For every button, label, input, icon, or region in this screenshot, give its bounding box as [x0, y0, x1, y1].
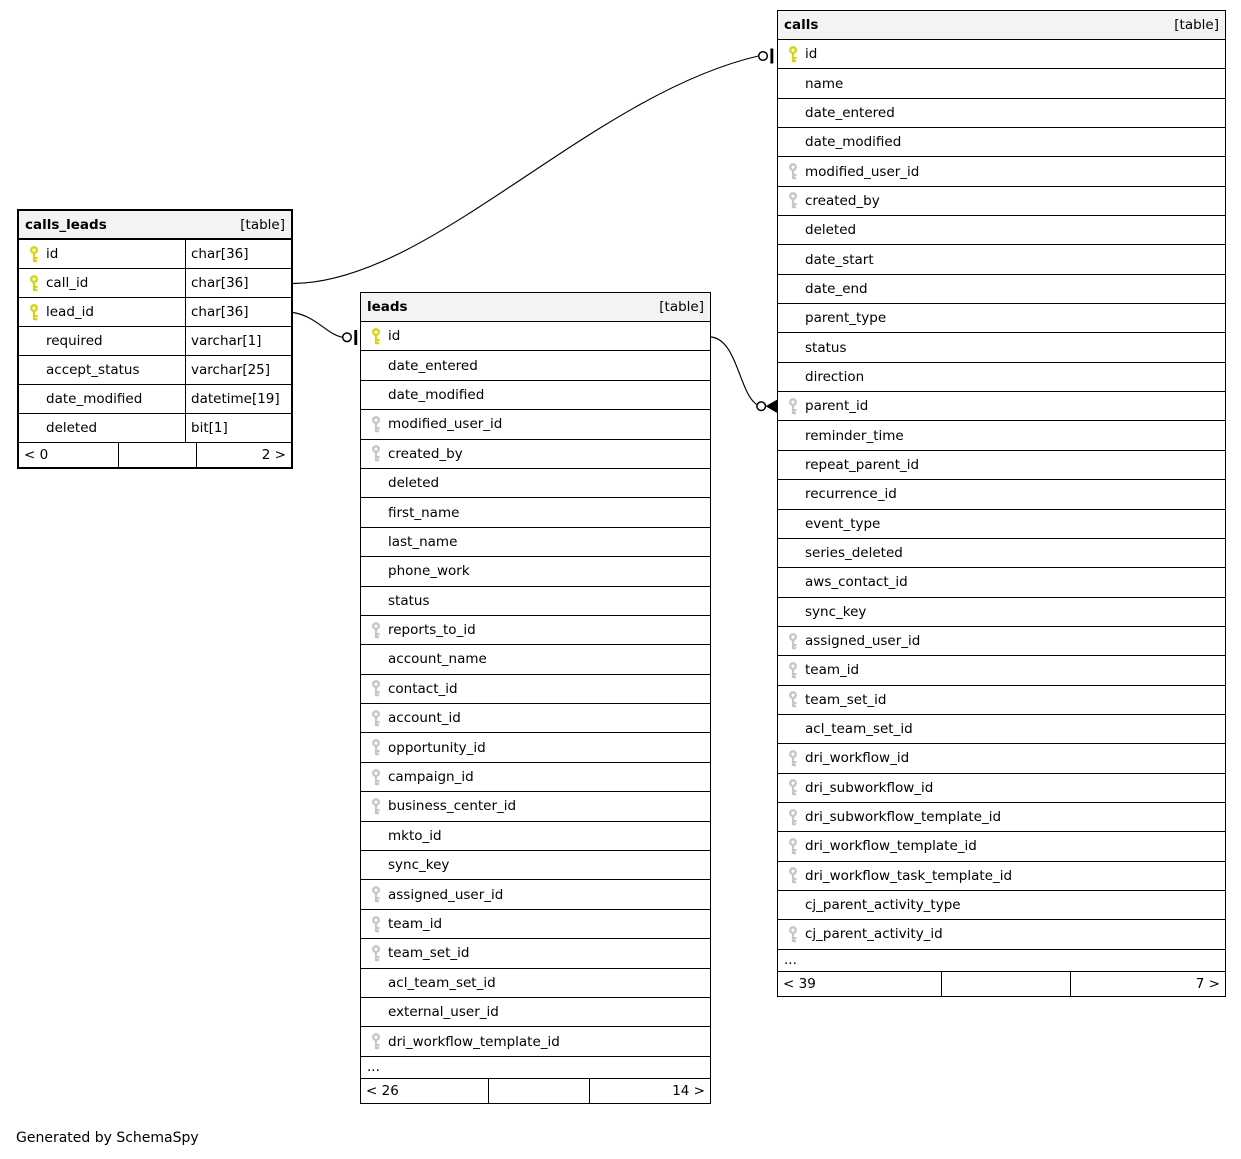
- foreign-key-icon: [361, 680, 382, 697]
- table-leads[interactable]: [360, 292, 711, 1104]
- column-row-dri_subworkflow_template_id: [778, 803, 1225, 832]
- foreign-key-icon: [361, 622, 382, 639]
- truncated-columns-ellipsis: ...: [778, 950, 1225, 972]
- column-name: reports_to_id: [388, 622, 476, 639]
- foreign-key-icon: [778, 838, 799, 855]
- foreign-key-icon: [778, 867, 799, 884]
- primary-key-icon: [19, 304, 40, 321]
- column-name: first_name: [388, 504, 460, 521]
- column-name: date_modified: [805, 134, 902, 151]
- column-row-deleted: [361, 469, 710, 498]
- column-type: char[36]: [185, 240, 291, 268]
- column-rows: [778, 40, 1225, 950]
- primary-key-icon: [19, 275, 40, 292]
- column-name: date_entered: [805, 104, 895, 121]
- primary-key-icon: [778, 46, 799, 63]
- column-name: aws_contact_id: [805, 574, 908, 591]
- foreign-key-icon: [361, 886, 382, 903]
- column-name: dri_workflow_task_template_id: [805, 867, 1013, 884]
- column-row-reports_to_id: [361, 616, 710, 645]
- column-row-date_modified: [778, 128, 1225, 157]
- column-row-status: [778, 333, 1225, 362]
- column-row-date_end: [778, 275, 1225, 304]
- foreign-key-icon: [361, 945, 382, 962]
- column-rows: [361, 322, 710, 1057]
- column-name: series_deleted: [805, 545, 903, 562]
- foreign-key-icon: [778, 398, 799, 415]
- column-name: deleted: [388, 475, 440, 492]
- column-row-name: [778, 69, 1225, 98]
- footer-middle-cell: [488, 1079, 589, 1103]
- column-name: accept_status: [46, 362, 140, 378]
- column-name: sync_key: [805, 603, 867, 620]
- column-row-event_type: [778, 510, 1225, 539]
- column-name: dri_subworkflow_id: [805, 779, 934, 796]
- table-footer: [361, 1079, 710, 1103]
- column-row-cj_parent_activity_type: [778, 891, 1225, 920]
- column-name: reminder_time: [805, 427, 904, 444]
- column-name: parent_type: [805, 310, 887, 327]
- column-name: deleted: [805, 222, 857, 239]
- one-cardinality-tee-icon: [354, 330, 357, 345]
- footer-middle-cell: [941, 972, 1071, 996]
- foreign-key-icon: [778, 926, 799, 943]
- column-name: modified_user_id: [388, 416, 503, 433]
- table-footer: [778, 972, 1225, 996]
- footer-child-count: 2 >: [261, 447, 286, 463]
- foreign-key-icon: [361, 769, 382, 786]
- column-row-dri_workflow_template_id: [361, 1027, 710, 1056]
- column-row-created_by: [778, 187, 1225, 216]
- column-type: varchar[25]: [185, 356, 291, 384]
- primary-key-icon: [19, 246, 40, 263]
- column-name: call_id: [46, 275, 89, 291]
- column-name: account_id: [388, 710, 461, 727]
- column-row-phone_work: [361, 557, 710, 586]
- column-row-id: [19, 240, 291, 269]
- column-name: id: [805, 46, 818, 63]
- column-name: id: [388, 328, 401, 345]
- column-name: cj_parent_activity_id: [805, 926, 943, 943]
- foreign-key-icon: [778, 779, 799, 796]
- column-row-sync_key: [361, 851, 710, 880]
- column-row-created_by: [361, 440, 710, 469]
- column-name: assigned_user_id: [805, 633, 921, 650]
- column-row-date_entered: [361, 351, 710, 380]
- relation-arrowhead-icon: [766, 400, 777, 412]
- column-row-dri_workflow_task_template_id: [778, 862, 1225, 891]
- column-row-repeat_parent_id: [778, 451, 1225, 480]
- foreign-key-icon: [361, 739, 382, 756]
- generated-by-note: Generated by SchemaSpy: [16, 1130, 199, 1146]
- column-row-external_user_id: [361, 998, 710, 1027]
- table-header-leads[interactable]: [361, 293, 710, 322]
- table-name: leads: [367, 299, 408, 315]
- column-row-acl_team_set_id: [361, 969, 710, 998]
- relation-curve: [293, 56, 758, 284]
- column-name: dri_workflow_template_id: [805, 838, 977, 855]
- column-name: dri_workflow_id: [805, 750, 910, 767]
- foreign-key-icon: [778, 691, 799, 708]
- column-row-acl_team_set_id: [778, 715, 1225, 744]
- column-row-date_modified: [361, 381, 710, 410]
- footer-child-count: 7 >: [1195, 975, 1220, 992]
- foreign-key-icon: [778, 633, 799, 650]
- relation-curve: [293, 313, 342, 338]
- column-name: id: [46, 246, 59, 262]
- column-name: required: [46, 333, 103, 349]
- truncated-columns-ellipsis: ...: [361, 1057, 710, 1079]
- table-type-tag: [table]: [240, 216, 285, 233]
- relation-curve: [711, 337, 756, 404]
- column-type: varchar[1]: [185, 327, 291, 355]
- column-row-business_center_id: [361, 792, 710, 821]
- foreign-key-icon: [361, 798, 382, 815]
- column-name: cj_parent_activity_type: [805, 897, 961, 914]
- table-header-calls[interactable]: [778, 11, 1225, 40]
- column-type: char[36]: [185, 269, 291, 297]
- foreign-key-icon: [778, 192, 799, 209]
- column-row-reminder_time: [778, 421, 1225, 450]
- column-row-date_modified: [19, 385, 291, 414]
- column-row-account_name: [361, 645, 710, 674]
- column-row-mkto_id: [361, 822, 710, 851]
- column-name: modified_user_id: [805, 163, 920, 180]
- table-header-calls_leads[interactable]: [19, 211, 291, 240]
- column-name: team_id: [388, 916, 443, 932]
- column-name: event_type: [805, 515, 881, 532]
- column-name: team_set_id: [805, 691, 887, 708]
- column-name: external_user_id: [388, 1004, 499, 1021]
- column-row-assigned_user_id: [778, 627, 1225, 656]
- relation-calls_leads-lead_id-to-leads-id: [293, 313, 357, 346]
- table-name: calls_leads: [25, 216, 107, 233]
- column-rows: [19, 240, 291, 443]
- table-type-tag: [table]: [659, 299, 704, 315]
- column-name: phone_work: [388, 563, 470, 580]
- column-name: opportunity_id: [388, 739, 486, 756]
- column-type: bit[1]: [185, 414, 291, 442]
- one-cardinality-tee-icon: [770, 49, 773, 64]
- column-row-lead_id: [19, 298, 291, 327]
- column-name: created_by: [388, 445, 463, 462]
- column-row-deleted: [19, 414, 291, 443]
- column-name: campaign_id: [388, 769, 474, 786]
- column-type: char[36]: [185, 298, 291, 326]
- column-name: dri_subworkflow_template_id: [805, 809, 1002, 826]
- table-calls_leads[interactable]: [17, 209, 293, 469]
- column-row-sync_key: [778, 598, 1225, 627]
- relation-calls_leads-call_id-to-calls-id: [293, 49, 773, 284]
- foreign-key-icon: [361, 916, 382, 933]
- foreign-key-icon: [778, 750, 799, 767]
- column-name: date_end: [805, 280, 868, 297]
- footer-parent-count: < 26: [366, 1082, 399, 1099]
- table-name: calls: [784, 17, 819, 33]
- column-name: status: [805, 339, 847, 356]
- table-calls[interactable]: [777, 10, 1226, 997]
- column-type: datetime[19]: [185, 385, 291, 413]
- column-row-id: [778, 40, 1225, 69]
- column-row-direction: [778, 363, 1225, 392]
- column-row-last_name: [361, 528, 710, 557]
- column-name: business_center_id: [388, 798, 517, 815]
- column-name: acl_team_set_id: [388, 974, 496, 991]
- foreign-key-icon: [361, 416, 382, 433]
- column-name: acl_team_set_id: [805, 721, 913, 738]
- column-row-contact_id: [361, 675, 710, 704]
- column-name: date_start: [805, 251, 874, 268]
- column-row-dri_workflow_template_id: [778, 832, 1225, 861]
- column-name: date_entered: [388, 357, 478, 374]
- column-row-date_start: [778, 245, 1225, 274]
- column-name: dri_workflow_template_id: [388, 1033, 560, 1050]
- column-row-dri_workflow_id: [778, 744, 1225, 773]
- column-name: deleted: [46, 420, 98, 436]
- column-row-required: [19, 327, 291, 356]
- column-name: contact_id: [388, 680, 458, 697]
- column-row-series_deleted: [778, 539, 1225, 568]
- column-name: team_set_id: [388, 945, 470, 962]
- column-name: name: [805, 75, 844, 92]
- footer-parent-count: < 0: [24, 447, 49, 463]
- column-name: lead_id: [46, 304, 94, 320]
- column-row-call_id: [19, 269, 291, 298]
- column-row-cj_parent_activity_id: [778, 920, 1225, 949]
- relation-leads-id-to-calls-parent_id: [711, 337, 777, 413]
- zero-cardinality-circle-icon: [759, 52, 768, 61]
- column-row-assigned_user_id: [361, 880, 710, 909]
- table-type-tag: [table]: [1174, 17, 1219, 33]
- primary-key-icon: [361, 328, 382, 345]
- foreign-key-icon: [778, 809, 799, 826]
- column-row-accept_status: [19, 356, 291, 385]
- footer-parent-count: < 39: [783, 975, 816, 992]
- column-row-aws_contact_id: [778, 568, 1225, 597]
- column-name: team_id: [805, 662, 860, 679]
- column-name: parent_id: [805, 398, 869, 415]
- column-name: sync_key: [388, 857, 450, 874]
- column-row-team_set_id: [778, 686, 1225, 715]
- column-row-first_name: [361, 498, 710, 527]
- column-row-id: [361, 322, 710, 351]
- column-row-dri_subworkflow_id: [778, 774, 1225, 803]
- column-row-parent_type: [778, 304, 1225, 333]
- column-name: date_modified: [388, 386, 485, 403]
- column-row-campaign_id: [361, 763, 710, 792]
- column-name: status: [388, 592, 430, 609]
- foreign-key-icon: [361, 445, 382, 462]
- column-row-account_id: [361, 704, 710, 733]
- column-row-recurrence_id: [778, 480, 1225, 509]
- column-row-team_set_id: [361, 939, 710, 968]
- footer-child-count: 14 >: [672, 1082, 705, 1099]
- column-row-opportunity_id: [361, 733, 710, 762]
- column-row-modified_user_id: [778, 157, 1225, 186]
- column-name: direction: [805, 368, 865, 385]
- foreign-key-icon: [361, 710, 382, 727]
- zero-cardinality-circle-icon: [343, 333, 352, 342]
- foreign-key-icon: [361, 1033, 382, 1050]
- column-name: assigned_user_id: [388, 886, 504, 903]
- zero-cardinality-circle-icon: [757, 402, 766, 411]
- column-row-parent_id: [778, 392, 1225, 421]
- column-name: account_name: [388, 651, 487, 668]
- column-row-deleted: [778, 216, 1225, 245]
- footer-middle-cell: [118, 443, 197, 467]
- column-name: date_modified: [46, 391, 143, 407]
- column-row-status: [361, 587, 710, 616]
- table-footer: [19, 443, 291, 467]
- column-name: last_name: [388, 533, 458, 550]
- column-row-team_id: [778, 656, 1225, 685]
- foreign-key-icon: [778, 662, 799, 679]
- column-name: mkto_id: [388, 827, 442, 844]
- foreign-key-icon: [778, 163, 799, 180]
- column-name: recurrence_id: [805, 486, 897, 503]
- column-row-team_id: [361, 910, 710, 939]
- column-row-date_entered: [778, 99, 1225, 128]
- column-name: created_by: [805, 192, 880, 209]
- column-row-modified_user_id: [361, 410, 710, 439]
- column-name: repeat_parent_id: [805, 456, 920, 473]
